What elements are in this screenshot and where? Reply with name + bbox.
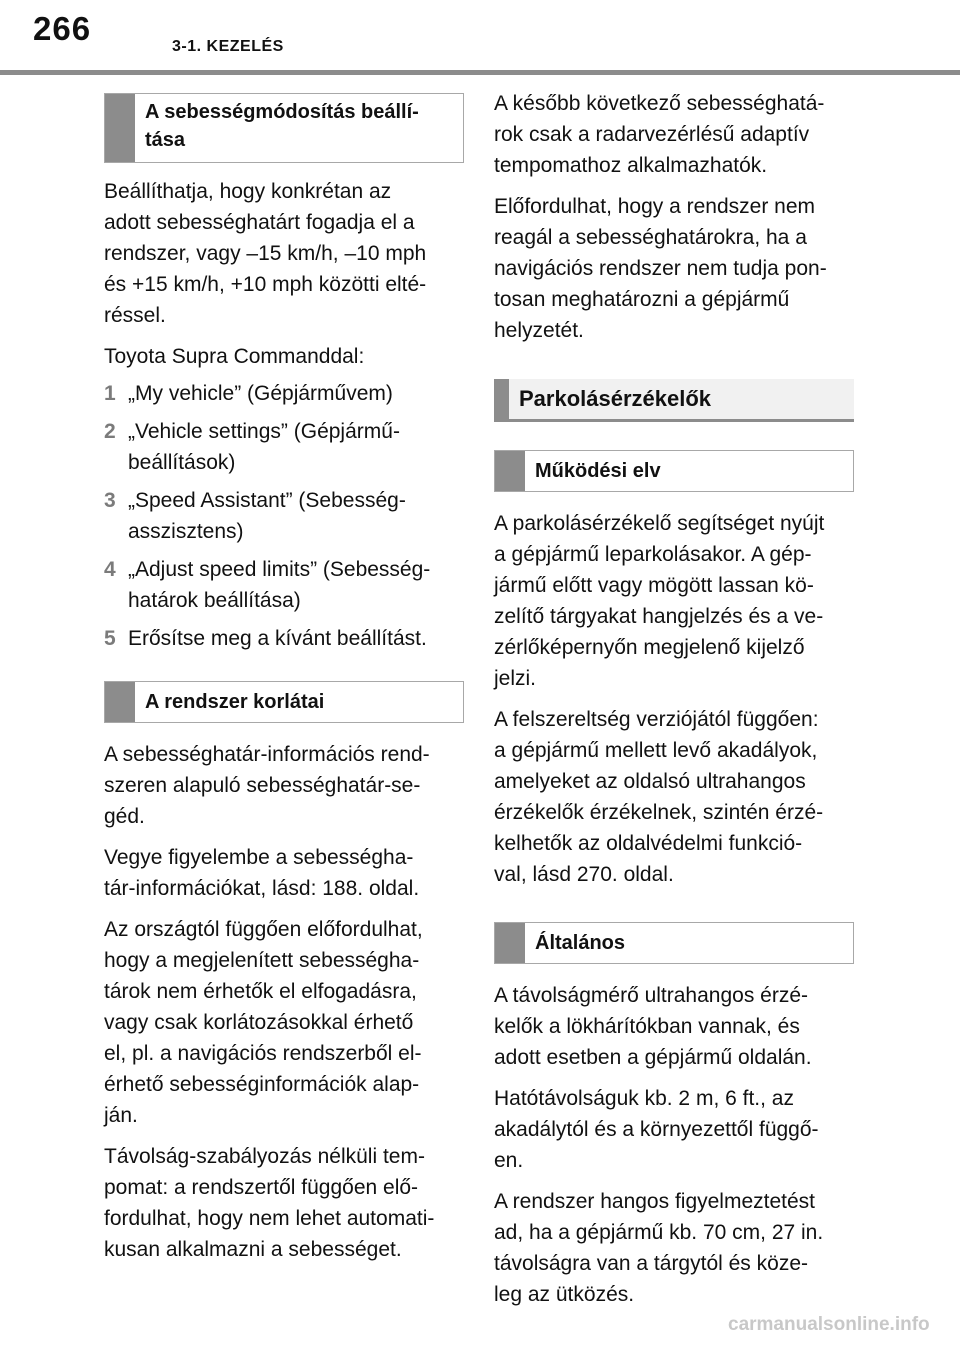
box-title-line: tása [145, 129, 186, 151]
step-number: 5 [104, 627, 116, 650]
section-box-limitations [104, 681, 464, 723]
section-title: Parkolásérzékelők [519, 386, 712, 411]
step-text: Erősítse meg a kívánt beállítást. [128, 627, 427, 650]
paragraph: Beállíthatja, hogy konkrétan az adott sebességhatárt fogadja el a rendszer, vagy –15 km/h, –10 mph és +15 km/h, +10 mph közötti elté- réssel. [104, 180, 427, 327]
box-accent-bar [494, 379, 509, 419]
step-text: „Adjust speed limits” (Sebesség- határok beállítása) [128, 558, 431, 612]
box-accent-bar [105, 94, 135, 162]
section-heading-parking [494, 379, 854, 422]
box-title [135, 94, 427, 162]
paragraph: A felszereltség verziójától függően: a gépjármű mellett levő akadályok, amelyeket az oldalsó ultrahangos érzékelők érzékelnek, szintén érzé- kelhetők az oldalvédelmi funkció- val, lásd 270. oldal. [494, 708, 824, 886]
box-title: A rendszer korlátai [145, 691, 325, 713]
page-number: 266 [33, 10, 92, 47]
step-number: 2 [104, 420, 116, 443]
paragraph: A sebességhatár-információs rend- szeren alapuló sebességhatár-se- géd. [104, 743, 430, 828]
chapter-title: 3-1. KEZELÉS [172, 38, 284, 55]
box-accent-bar [495, 923, 525, 963]
paragraph: Toyota Supra Commanddal: [104, 345, 365, 368]
paragraph: Vegye figyelembe a sebességha- tár-információkat, lásd: 188. oldal. [104, 846, 420, 900]
paragraph: Távolság-szabályozás nélküli tem- pomat: a rendszertől függően elő- fordulhat, hogy nem lehet automati- kusan alkalmazni a sebességet. [104, 1145, 435, 1261]
step-item [104, 554, 464, 616]
section-box-operating-principle [494, 450, 854, 492]
box-title-line: A sebességmódosítás beállí- [145, 101, 419, 123]
step-number: 3 [104, 489, 116, 512]
left-column [104, 93, 464, 1265]
paragraph: A parkolásérzékelő segítséget nyújt a gépjármű leparkolásakor. A gép- jármű előtt vagy mögött lassan kö- zelítő tárgyakat hangjelzés és a ve- zérlőképernyőn megjelenő kijelző jelzi. [494, 512, 825, 690]
box-title: Működési elv [535, 460, 661, 482]
step-text: „Vehicle settings” (Gépjármű- beállítások) [128, 420, 400, 474]
header-divider [0, 70, 960, 75]
section-box-speed-offset [104, 93, 464, 163]
step-text: „My vehicle” (Gépjárművem) [128, 382, 393, 405]
right-column [494, 88, 854, 1310]
step-item [104, 378, 464, 409]
step-item [104, 623, 464, 654]
step-number: 1 [104, 382, 116, 405]
paragraph: A később következő sebességhatá- rok csak a radarvezérlésű adaptív tempomathoz alkalmazhatók. [494, 92, 825, 177]
box-accent-bar [105, 682, 135, 722]
step-item [104, 485, 464, 547]
paragraph: Hatótávolságuk kb. 2 m, 6 ft., az akadálytól és a környezettől függő- en. [494, 1087, 819, 1172]
step-item [104, 416, 464, 478]
box-title: Általános [535, 932, 626, 954]
section-heading-box [494, 379, 854, 419]
watermark: carmanualsonline.info [728, 1314, 930, 1335]
section-heading-rule [494, 419, 854, 422]
paragraph: A rendszer hangos figyelmeztetést ad, ha a gépjármű kb. 70 cm, 27 in. távolságra van a tárgytól és köze- leg az ütközés. [494, 1190, 824, 1306]
step-number: 4 [104, 558, 116, 581]
section-box-general [494, 922, 854, 964]
step-text: „Speed Assistant” (Sebesség- asszisztens) [128, 489, 406, 543]
paragraph: A távolságmérő ultrahangos érzé- kelők a lökhárítókban vannak, és adott esetben a gépjármű oldalán. [494, 984, 812, 1069]
paragraph: Az országtól függően előfordulhat, hogy a megjelenített sebességha- tárok nem érhetők el elfogadásra, vagy csak korlátozásokkal érhető el, pl. a navigációs rendszerből el- érhető sebességinformációk alap- ján. [104, 918, 423, 1127]
paragraph: Előfordulhat, hogy a rendszer nem reagál a sebességhatárokra, ha a navigációs rendszer nem tudja pon- tosan meghatározni a gépjármű helyzetét. [494, 195, 827, 342]
box-accent-bar [495, 451, 525, 491]
step-list [104, 378, 464, 654]
